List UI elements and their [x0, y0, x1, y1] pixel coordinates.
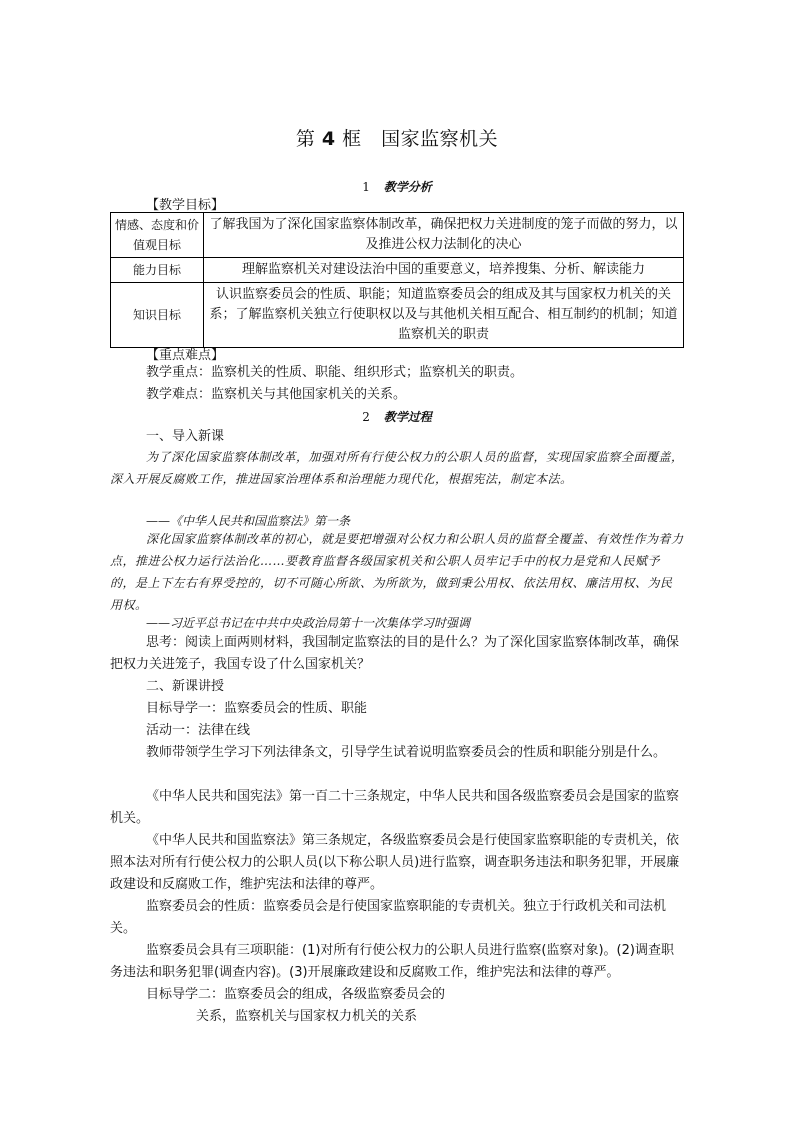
row-key: 情感、态度和价值观目标 — [111, 213, 204, 258]
row-key: 能力目标 — [111, 258, 204, 283]
row-key: 知识目标 — [111, 283, 204, 348]
title-number: 4 — [321, 128, 336, 150]
table-row — [111, 283, 684, 348]
section-number: 2 — [362, 410, 370, 424]
quote-2-source: ——习近平总书记在中共中央政治局第十一次集体学习时强调 — [146, 616, 471, 630]
goal-1-heading: 目标导学一：监察委员会的性质、职能 — [146, 701, 368, 716]
commission-nature: 监察委员会的性质：监察委员会是行使国家监察职能的专责机关。独立于行政机关和司法机关。 — [110, 899, 667, 936]
table-row — [111, 213, 684, 258]
goal-2-heading-line-1: 目标导学二：监察委员会的组成，各级监察委员会的 — [146, 987, 446, 1002]
goals-table — [110, 212, 684, 348]
table-row — [111, 258, 684, 283]
quote-2: 深化国家监察体制改革的初心，就是要把增强对公权力和公职人员的监督全覆盖、有效性作为着力点，推进公权力运行法治化……要教育监督各级国家机关和公职人员牢记手中的权力是党和人民赋予的，是上下左右有界受控的，切不可随心所欲、为所欲为，做到秉公用权、依法用权、廉洁用权、为民用权。 — [110, 532, 684, 612]
section-analysis-heading — [0, 178, 794, 195]
quote-1: 为了深化国家监察体制改革，加强对所有行使公权力的公职人员的监督，实现国家监察全面覆盖，深入开展反腐败工作，推进国家治理体系和治理能力现代化，根据宪法，制定本法。 — [110, 450, 684, 486]
row-value: 认识监察委员会的性质、职能；知道监察委员会的组成及其与国家权力机关的关系；了解监察机关独立行使职权以及与其他机关相互配合、相互制约的机制；知道监察机关的职责 — [204, 283, 684, 348]
commission-duties: 监察委员会具有三项职能：(1)对所有行使公权力的公职人员进行监察(监察对象)。(2)调查职务违法和职务犯罪(调查内容)。(3)开展廉政建设和反腐败工作，维护宪法和法律的尊严。 — [110, 943, 674, 980]
title-prefix: 第 — [295, 128, 316, 150]
section-process-heading — [0, 408, 794, 425]
constitution-article: 《中华人民共和国宪法》第一百二十三条规定，中华人民共和国各级监察委员会是国家的监察机关。 — [110, 789, 680, 826]
goals-heading: 【教学目标】 — [146, 198, 225, 213]
supervision-law-article: 《中华人民共和国监察法》第三条规定，各级监察委员会是行使国家监察职能的专责机关，依照本法对所有行使公权力的公职人员(以下称公职人员)进行监察，调查职务违法和职务犯罪，开展廉政建设和反腐败工作，维护宪法和法律的尊严。 — [110, 833, 680, 892]
row-value: 理解监察机关对建设法治中国的重要意义，培养搜集、分析、解读能力 — [204, 258, 684, 283]
page-title — [0, 124, 794, 151]
activity-1-heading: 活动一：法律在线 — [146, 723, 251, 738]
activity-1-text: 教师带领学生学习下列法律条文，引导学生试着说明监察委员会的性质和职能分别是什么。 — [146, 745, 667, 760]
teaching-difficulty: 教学难点：监察机关与其他国家机关的关系。 — [146, 387, 407, 402]
section-label: 教学过程 — [383, 410, 432, 424]
title-text: 框 国家监察机关 — [342, 128, 499, 150]
section-number: 1 — [362, 180, 370, 194]
goal-2-heading-line-2: 关系，监察机关与国家权力机关的关系 — [196, 1009, 418, 1024]
teaching-focus: 教学重点：监察机关的性质、职能、组织形式；监察机关的职责。 — [146, 365, 524, 380]
section-label: 教学分析 — [383, 180, 432, 194]
keypoints-heading: 【重点难点】 — [146, 348, 225, 363]
quote-1-source: ——《中华人民共和国监察法》第一条 — [146, 514, 351, 528]
row-value: 了解我国为了深化国家监察体制改革，确保把权力关进制度的笼子而做的努力，以及推进公权力法制化的决心 — [204, 213, 684, 258]
new-lesson-heading: 二、新课讲授 — [146, 679, 225, 694]
think-question: 思考：阅读上面两则材料，我国制定监察法的目的是什么？为了深化国家监察体制改革，确保把权力关进笼子，我国专设了什么国家机关？ — [110, 635, 680, 672]
intro-heading: 一、导入新课 — [146, 429, 225, 444]
